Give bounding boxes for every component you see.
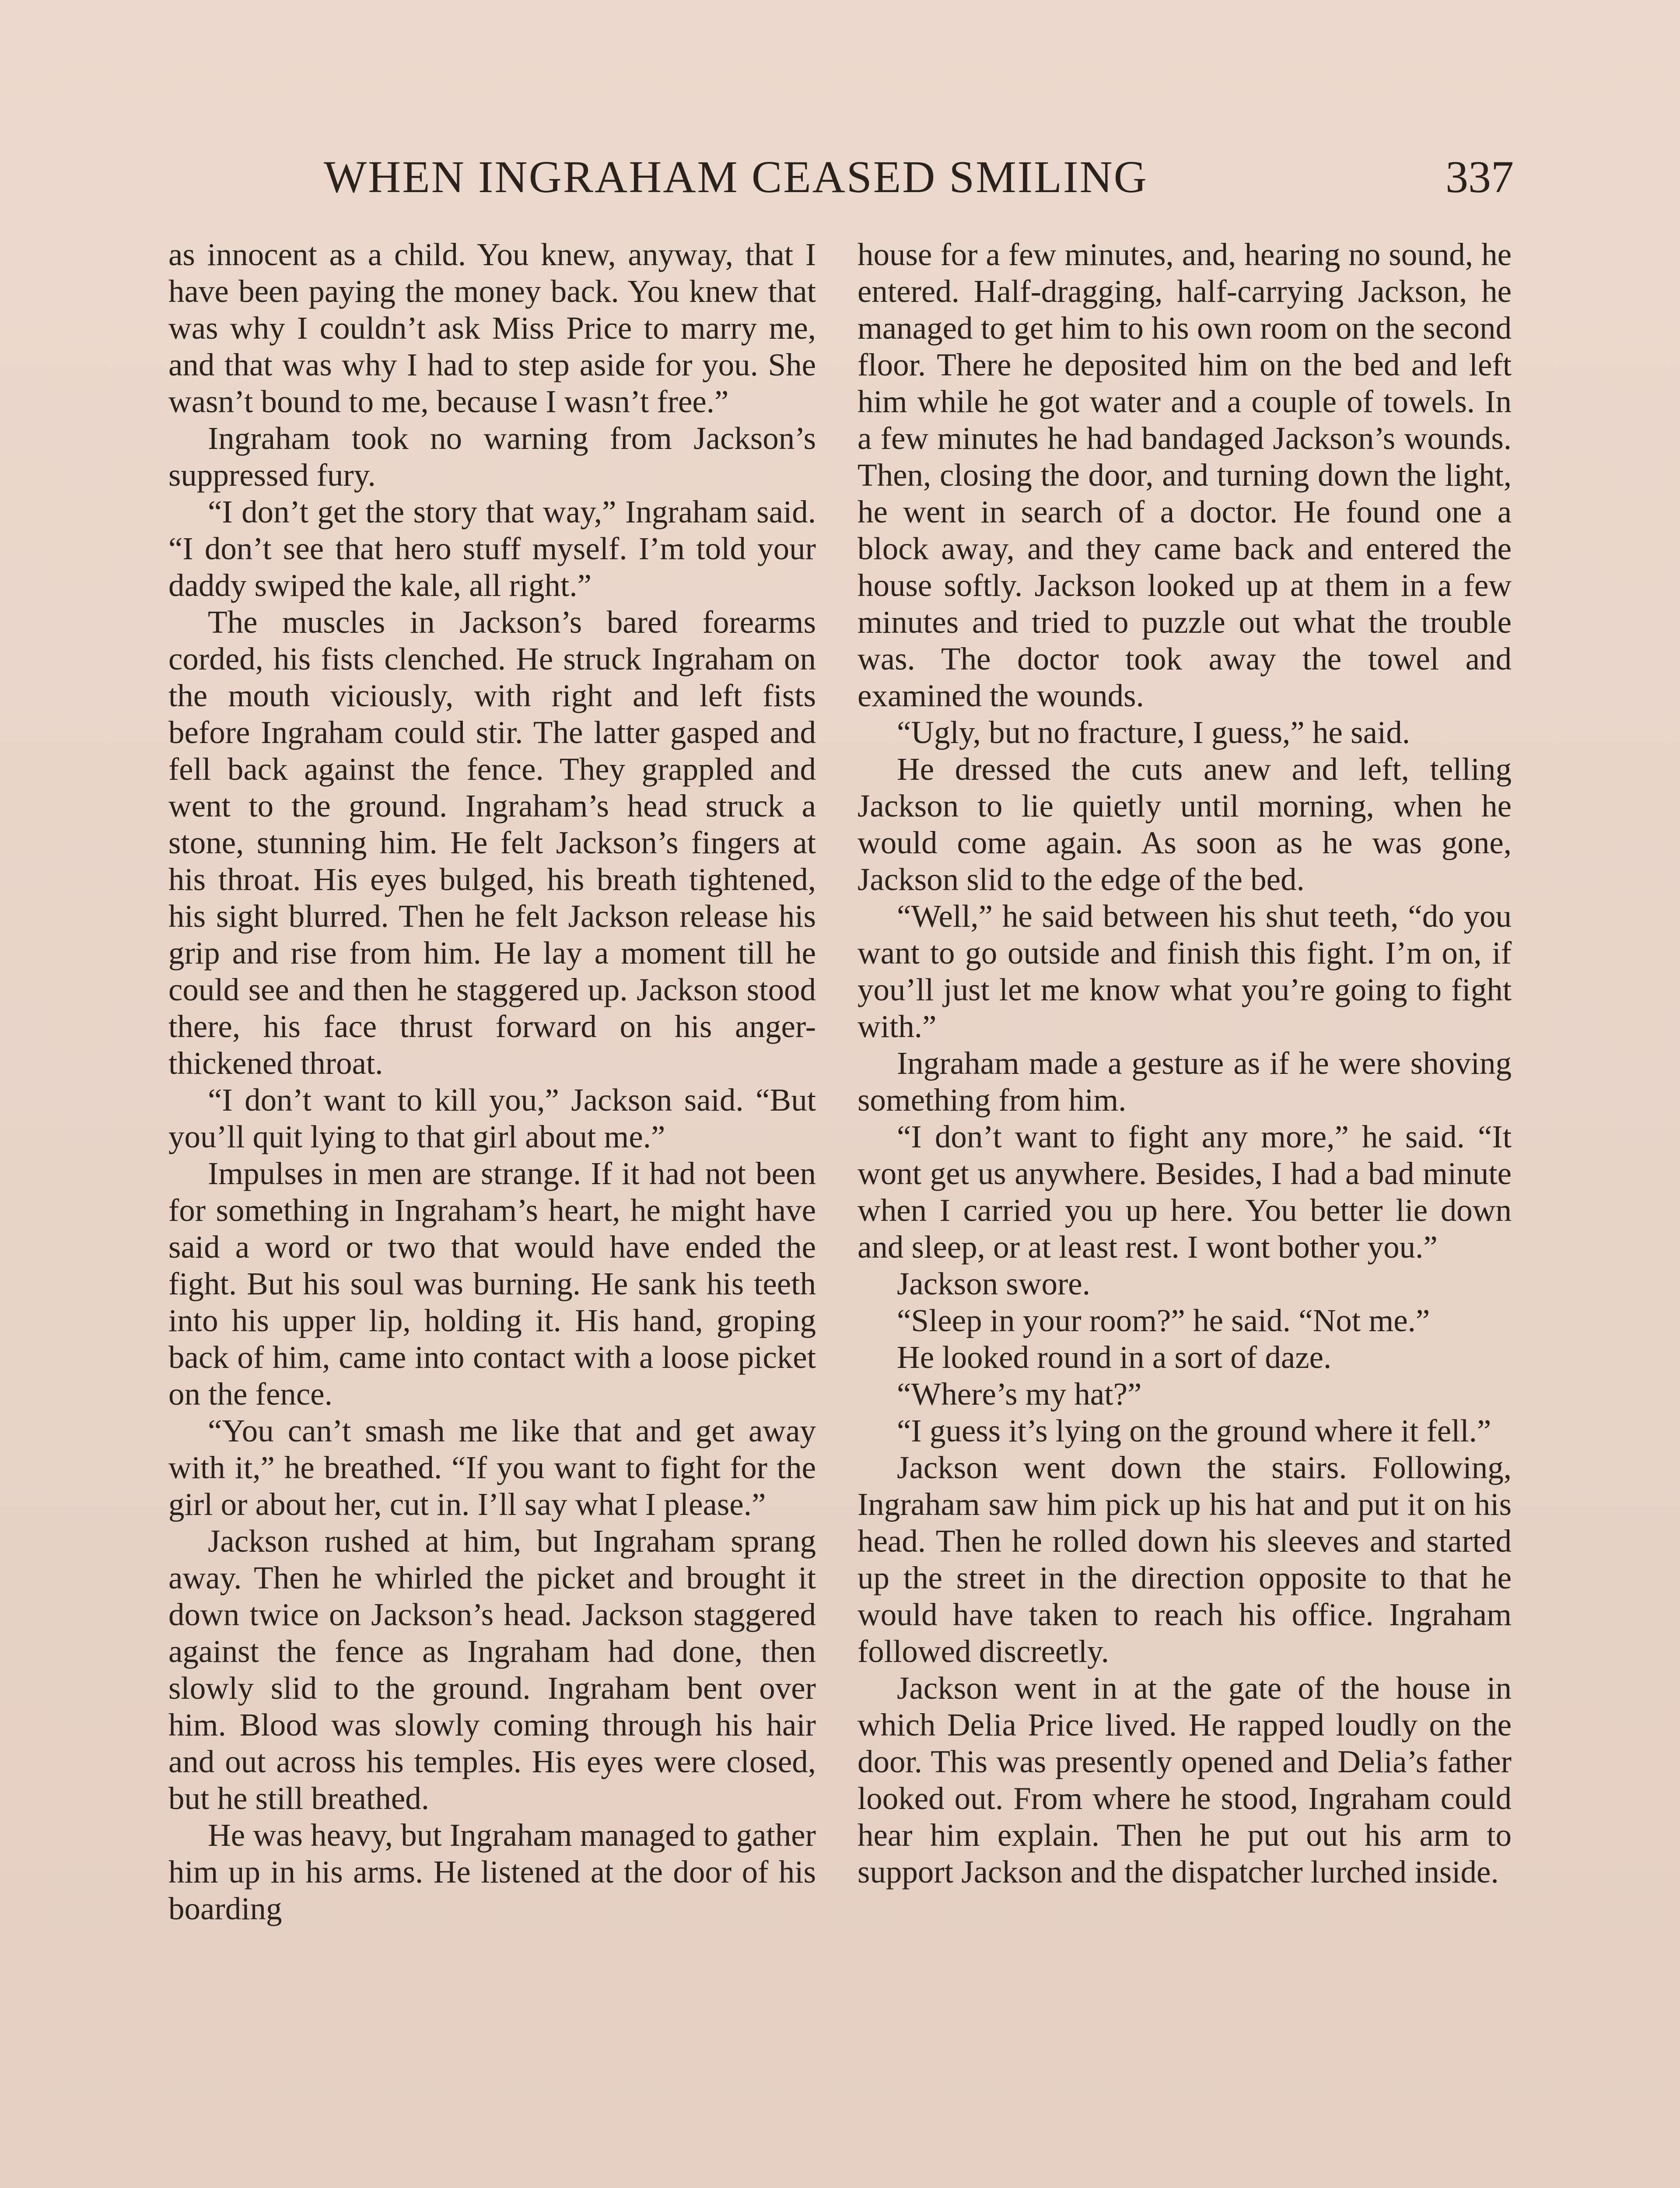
paragraph: “You can’t smash me like that and get away with it,” he breathed. “If you want to fight for the girl or about her, cut in. I’ll say what I please.”: [168, 1413, 816, 1522]
left-column: [168, 236, 816, 1927]
page-number: 337: [1446, 152, 1514, 202]
paragraph: Jackson went down the stairs. Following, Ingraham saw him pick up his hat and put it on his head. Then he rolled down his sleeves and started up the street in the direction opposite to that he would have taken to reach his office. Ingraham followed discreetly.: [858, 1450, 1512, 1669]
paragraph: The muscles in Jackson’s bared forearms corded, his fists clenched. He struck Ingraham on the mouth viciously, with right and left fists before Ingraham could stir. The latter gasped and fell back against the fence. They grappled and went to the ground. Ingraham’s head struck a stone, stunning him. He felt Jackson’s fingers at his throat. His eyes bulged, his breath tightened, his sight blurred. Then he felt Jackson release his grip and rise from him. He lay a moment till he could see and then he staggered up. Jackson stood there, his face thrust forward on his anger-thickened throat.: [168, 604, 816, 1081]
paragraph: Ingraham made a gesture as if he were shoving something from him.: [858, 1045, 1512, 1118]
paragraph: “Where’s my hat?”: [897, 1376, 1142, 1412]
paragraph: He was heavy, but Ingraham managed to gather him up in his arms. He listened at the door of his boarding: [168, 1817, 816, 1926]
paragraph: He looked round in a sort of daze.: [897, 1339, 1332, 1375]
paragraph: Jackson swore.: [897, 1266, 1090, 1301]
paragraph: “I guess it’s lying on the ground where it fell.”: [897, 1413, 1491, 1448]
paragraph: “I don’t want to kill you,” Jackson said. “But you’ll quit lying to that girl about me.”: [168, 1082, 816, 1154]
paragraph: “Ugly, but no fracture, I guess,” he said.: [897, 715, 1410, 750]
paragraph: Ingraham took no warning from Jackson’s suppressed fury.: [168, 421, 816, 493]
running-title: WHEN INGRAHAM CEASED SMILING: [324, 152, 1148, 202]
paragraph: Impulses in men are strange. If it had not been for something in Ingraham’s heart, he might have said a word or two that would have ended the fight. But his soul was burning. He sank his teeth into his upper lip, holding it. His hand, groping back of him, came into contact with a loose picket on the fence.: [168, 1156, 816, 1412]
paragraph: “I don’t get the story that way,” Ingraham said. “I don’t see that hero stuff myself. I’m told your daddy swiped the kale, all right.”: [168, 494, 816, 603]
paragraph: as innocent as a child. You knew, anyway, that I have been paying the money back. You knew that was why I couldn’t ask Miss Price to marry me, and that was why I had to step aside for you. She wasn’t bound to me, because I wasn’t free.”: [168, 237, 816, 419]
paragraph: Jackson went in at the gate of the house in which Delia Price lived. He rapped loudly on the door. This was presently opened and Delia’s father looked out. From where he stood, Ingraham could hear him explain. Then he put out his arm to support Jackson and the dispatcher lurched inside.: [858, 1670, 1512, 1890]
paragraph: He dressed the cuts anew and left, telling Jackson to lie quietly until morning, when he would come again. As soon as he was gone, Jackson slid to the edge of the bed.: [858, 751, 1512, 897]
running-head: [324, 144, 1514, 210]
paragraph: “Well,” he said between his shut teeth, “do you want to go outside and finish this fight. I’m on, if you’ll just let me know what you’re going to fight with.”: [858, 898, 1512, 1044]
paragraph: house for a few minutes, and, hearing no sound, he entered. Half-dragging, half-carrying Jackson, he managed to get him to his own room on the second floor. There he deposited him on the bed and left him while he got water and a couple of towels. In a few minutes he had bandaged Jackson’s wounds. Then, closing the door, and turning down the light, he went in search of a doctor. He found one a block away, and they came back and entered the house softly. Jackson looked up at them in a few minutes and tried to puzzle out what the trouble was. The doctor took away the towel and examined the wounds.: [858, 237, 1512, 713]
right-column: [858, 236, 1512, 1890]
paragraph: Jackson rushed at him, but Ingraham sprang away. Then he whirled the picket and brought it down twice on Jackson’s head. Jackson staggered against the fence as Ingraham had done, then slowly slid to the ground. Ingraham bent over him. Blood was slowly coming through his hair and out across his temples. His eyes were closed, but he still breathed.: [168, 1523, 816, 1816]
paragraph: “Sleep in your room?” he said. “Not me.”: [897, 1303, 1430, 1338]
paragraph: “I don’t want to fight any more,” he said. “It wont get us anywhere. Besides, I had a bad minute when I carried you up here. You better lie down and sleep, or at least rest. I wont bother you.”: [858, 1119, 1512, 1265]
